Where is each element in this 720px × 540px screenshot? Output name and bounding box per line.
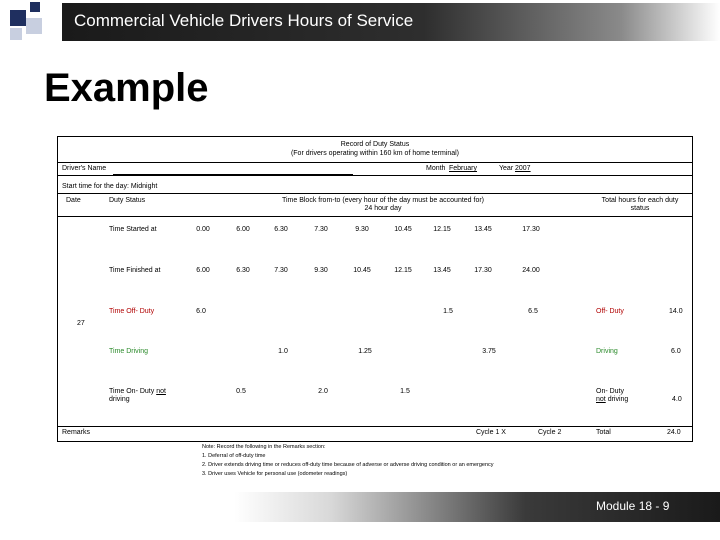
on-duty-cell: 0.5 bbox=[236, 388, 246, 395]
driving-total-label: Driving bbox=[596, 348, 618, 355]
time-started-cell: 10.45 bbox=[394, 226, 412, 233]
total-label: Total bbox=[596, 429, 611, 436]
time-finished-cell: 12.15 bbox=[394, 267, 412, 274]
on-duty-label-line2: driving bbox=[109, 396, 130, 403]
decor-square bbox=[10, 10, 26, 26]
month-value: February bbox=[449, 165, 478, 172]
time-started-cell: 6.00 bbox=[236, 226, 250, 233]
driving-label: Time Driving bbox=[109, 348, 149, 355]
off-duty-total-label: Off- Duty bbox=[596, 308, 624, 315]
time-finished-cell: 6.00 bbox=[196, 267, 210, 274]
off-duty-cell: 1.5 bbox=[443, 308, 453, 315]
divider bbox=[58, 175, 692, 176]
time-started-cell: 12.15 bbox=[433, 226, 451, 233]
divider bbox=[58, 426, 692, 427]
on-duty-cell: 1.5 bbox=[400, 388, 410, 395]
form-subtitle: (For drivers operating within 160 km of home terminal) bbox=[290, 150, 460, 157]
slide-heading: Example bbox=[44, 66, 209, 110]
column-total-hours: Total hours for each duty bbox=[601, 197, 679, 204]
on-duty-label: Time On- Duty not bbox=[109, 388, 166, 395]
total-value: 24.0 bbox=[667, 429, 681, 436]
slide-number: Module 18 - 9 bbox=[596, 499, 670, 513]
year-label: Year bbox=[499, 165, 514, 172]
on-duty-cell: 2.0 bbox=[318, 388, 328, 395]
time-started-cell: 7.30 bbox=[314, 226, 328, 233]
column-time-block-sub: 24 hour day bbox=[364, 205, 402, 212]
time-finished-cell: 9.30 bbox=[314, 267, 328, 274]
note-line: Note: Record the following in the Remarks section: bbox=[202, 444, 326, 450]
drivers-name-label: Driver's Name bbox=[62, 165, 107, 172]
driving-total: 6.0 bbox=[671, 348, 681, 355]
divider bbox=[58, 162, 692, 163]
time-finished-cell: 10.45 bbox=[353, 267, 371, 274]
decor-square bbox=[10, 28, 22, 40]
record-of-duty-status-form bbox=[57, 136, 693, 442]
on-duty-total-label-line2: not driving bbox=[596, 396, 629, 403]
decor-square bbox=[30, 2, 40, 12]
time-started-cell: 17.30 bbox=[522, 226, 540, 233]
time-started-label: Time Started at bbox=[109, 226, 157, 233]
off-duty-cell: 6.0 bbox=[196, 308, 206, 315]
off-duty-label: Time Off- Duty bbox=[109, 308, 155, 315]
driving-cell: 1.0 bbox=[278, 348, 288, 355]
year-value: 2007 bbox=[515, 165, 531, 172]
remarks-label: Remarks bbox=[62, 429, 91, 436]
month-label: Month bbox=[426, 165, 446, 172]
column-total-hours-sub: status bbox=[630, 205, 650, 212]
off-duty-cell: 6.5 bbox=[528, 308, 538, 315]
time-finished-cell: 13.45 bbox=[433, 267, 451, 274]
time-finished-cell: 24.00 bbox=[522, 267, 540, 274]
time-finished-cell: 7.30 bbox=[274, 267, 288, 274]
start-time: Start time for the day: Midnight bbox=[62, 183, 158, 190]
time-started-cell: 6.30 bbox=[274, 226, 288, 233]
form-title: Record of Duty Status bbox=[340, 141, 410, 148]
on-duty-total-label: On- Duty bbox=[596, 388, 625, 395]
time-finished-cell: 6.30 bbox=[236, 267, 250, 274]
cycle2-label: Cycle 2 bbox=[538, 429, 562, 436]
off-duty-total: 14.0 bbox=[669, 308, 683, 315]
cycle1-label: Cycle 1 X bbox=[476, 429, 506, 436]
column-time-block: Time Block from-to (every hour of the day must be accounted for) bbox=[281, 197, 485, 204]
column-date: Date bbox=[66, 197, 81, 204]
note-line: 3. Driver uses Vehicle for personal use (odometer readings) bbox=[202, 471, 348, 477]
divider bbox=[58, 193, 692, 194]
time-started-cell: 13.45 bbox=[474, 226, 492, 233]
note-line: 1. Deferral of off-duty time bbox=[202, 453, 266, 459]
note-line: 2. Driver extends driving time or reduces off-duty time because of adverse or adverse driving condition or an emergency bbox=[202, 462, 494, 468]
date-value: 27 bbox=[77, 320, 85, 327]
divider bbox=[58, 216, 692, 217]
time-finished-cell: 17.30 bbox=[474, 267, 492, 274]
column-duty-status: Duty Status bbox=[109, 197, 146, 204]
driving-cell: 3.75 bbox=[482, 348, 496, 355]
time-started-cell: 9.30 bbox=[355, 226, 369, 233]
decor-square bbox=[26, 18, 42, 34]
header-title: Commercial Vehicle Drivers Hours of Service bbox=[74, 11, 414, 30]
time-finished-label: Time Finished at bbox=[109, 267, 161, 274]
driving-cell: 1.25 bbox=[358, 348, 372, 355]
time-started-cell: 0.00 bbox=[196, 226, 210, 233]
on-duty-total: 4.0 bbox=[672, 396, 682, 403]
